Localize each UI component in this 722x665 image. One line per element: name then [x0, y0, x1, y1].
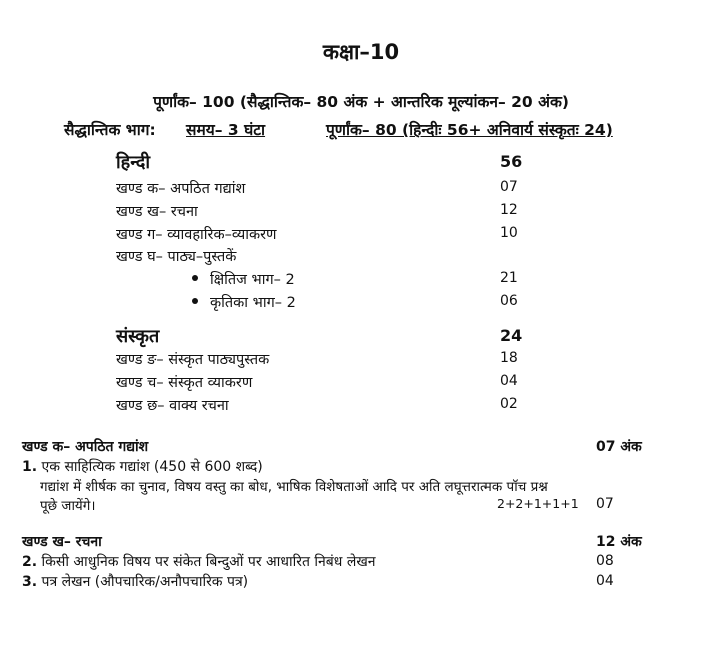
question-1-marks: 07 [596, 496, 614, 512]
sanskrit-row-marks: 18 [500, 350, 518, 366]
book-marks: 06 [500, 293, 518, 309]
question-3 [22, 572, 248, 591]
book-item [192, 292, 296, 312]
question-1-description: पूछे जायेंगे। [40, 498, 96, 514]
hindi-marks: 56 [500, 152, 523, 171]
question-3-marks: 04 [596, 573, 614, 589]
question-text: एक साहित्यिक गद्यांश (450 से 600 शब्द) [41, 459, 263, 475]
question-text: पत्र लेखन (औपचारिक/अनौपचारिक पत्र) [41, 574, 249, 590]
book-label: क्षितिज भाग– 2 [210, 272, 295, 288]
section-b-marks: 12 अंक [596, 534, 642, 550]
sanskrit-row-label: खण्ड च– संस्कृत व्याकरण [116, 375, 253, 391]
question-1-description: गद्यांश में शीर्षक का चुनाव, विषय वस्तु का बोध, भाषिक विशेषताओं आदि पर अति लघूत्तरात्मक पॉच प्रश्न [40, 479, 548, 495]
sanskrit-row-marks: 04 [500, 373, 518, 389]
hindi-heading: हिन्दी [116, 152, 151, 173]
question-1-breakdown: 2+2+1+1+1 [497, 496, 579, 511]
section-b-heading: खण्ड ख– रचना [22, 534, 102, 550]
book-item [192, 269, 295, 289]
hindi-row-marks: 10 [500, 225, 518, 241]
hindi-row-label: खण्ड ग– व्यावहारिक–व्याकरण [116, 227, 277, 243]
book-marks: 21 [500, 270, 518, 286]
hindi-row-marks: 12 [500, 202, 518, 218]
sanskrit-row-marks: 02 [500, 396, 518, 412]
book-label: कृतिका भाग– 2 [210, 295, 296, 311]
question-number: 3. [22, 574, 38, 590]
question-text: किसी आधुनिक विषय पर संकेत बिन्दुओं पर आधारित निबंध लेखन [41, 554, 376, 570]
hindi-row-label: खण्ड ख– रचना [116, 204, 198, 220]
hindi-row-marks: 07 [500, 179, 518, 195]
theory-time: समय– 3 घंटा [186, 121, 266, 139]
theory-label: सैद्धान्तिक भाग: [64, 121, 156, 139]
hindi-row-label: खण्ड घ– पाठ्य–पुस्तकें [116, 249, 237, 265]
question-2 [22, 552, 376, 571]
question-number: 2. [22, 554, 38, 570]
sanskrit-heading: संस्कृत [116, 326, 160, 347]
question-2-marks: 08 [596, 553, 614, 569]
total-marks-line: पूर्णांक– 100 (सैद्धान्तिक– 80 अंक + आन्तरिक मूल्यांकन– 20 अंक) [153, 93, 569, 111]
theory-total: पूर्णांक– 80 (हिन्दीः 56+ अनिवार्य संस्कृतः 24) [326, 121, 613, 139]
section-a-marks: 07 अंक [596, 439, 642, 455]
hindi-row-label: खण्ड क– अपठित गद्यांश [116, 181, 246, 197]
sanskrit-row-label: खण्ड छ– वाक्य रचना [116, 398, 229, 414]
section-a-heading: खण्ड क– अपठित गद्यांश [22, 439, 149, 455]
question-number: 1. [22, 459, 38, 475]
page-title: कक्षा–10 [322, 40, 400, 64]
sanskrit-row-label: खण्ड ङ– संस्कृत पाठ्यपुस्तक [116, 352, 270, 368]
question-1 [22, 457, 263, 476]
sanskrit-marks: 24 [500, 326, 523, 345]
